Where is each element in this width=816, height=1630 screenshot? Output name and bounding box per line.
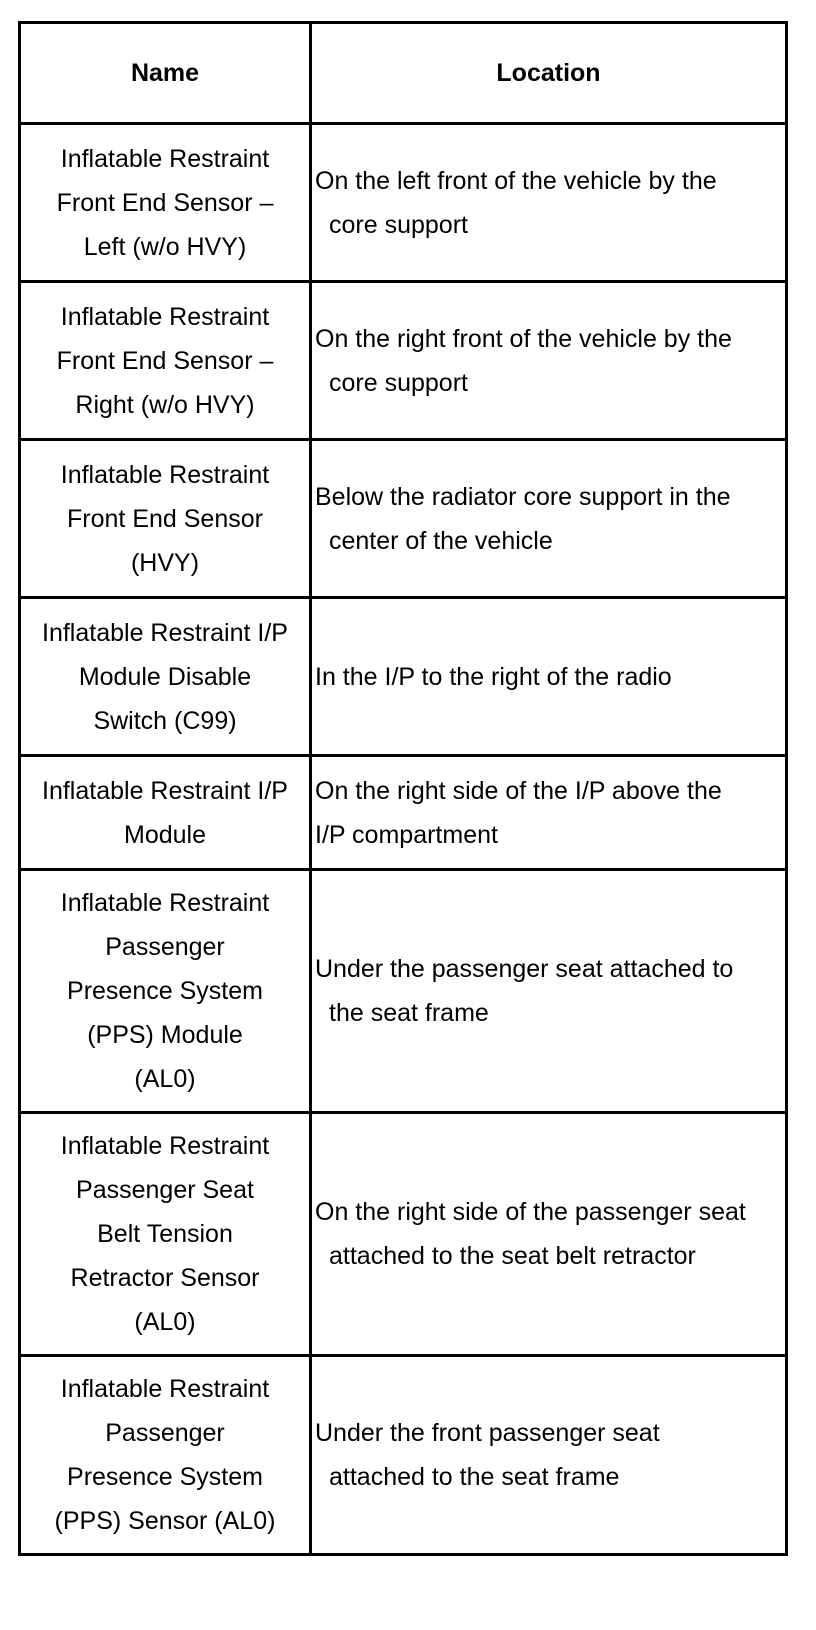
component-name: Inflatable Restraint Passenger Presence System (PPS) Sensor (AL0) <box>54 1375 276 1535</box>
name-cell <box>20 440 311 598</box>
table-row <box>20 440 787 598</box>
location-cell <box>311 124 787 282</box>
location-line-2: center of the vehicle <box>329 526 553 555</box>
location-cell <box>311 1113 787 1356</box>
table-row <box>20 870 787 1113</box>
component-name: Inflatable Restraint Front End Sensor – Left (w/o HVY) <box>56 144 274 261</box>
component-name: Inflatable Restraint Passenger Presence System (PPS) Module (AL0) <box>60 889 270 1093</box>
location-cell <box>311 440 787 598</box>
location-line-1: In the I/P to the right of the radio <box>315 662 672 691</box>
location-line-1: On the right front of the vehicle by the <box>315 324 732 353</box>
location-line-2: core support <box>329 210 468 239</box>
location-line-1: On the left front of the vehicle by the <box>315 166 717 195</box>
location-line-2: I/P compartment <box>315 820 498 849</box>
location-cell <box>311 1356 787 1555</box>
location-line-2: attached to the seat belt retractor <box>329 1242 696 1270</box>
location-cell <box>311 282 787 440</box>
header-row <box>20 23 787 124</box>
location-cell <box>311 870 787 1113</box>
location-line-2: the seat frame <box>329 999 489 1027</box>
name-cell <box>20 756 311 870</box>
table-row <box>20 756 787 870</box>
location-line-1: On the right side of the I/P above the <box>315 776 722 805</box>
location-line-1: Under the passenger seat attached to <box>315 955 734 983</box>
location-cell <box>311 756 787 870</box>
name-column-header: Name <box>20 23 311 124</box>
component-name: Inflatable Restraint I/P Module <box>42 776 288 849</box>
location-line-1: Under the front passenger seat <box>315 1419 660 1447</box>
table-row <box>20 282 787 440</box>
location-line-1: Below the radiator core support in the <box>315 482 731 511</box>
component-name: Inflatable Restraint Front End Sensor – Right (w/o HVY) <box>56 302 274 419</box>
component-name: Inflatable Restraint Front End Sensor (HVY) <box>60 460 270 577</box>
name-cell <box>20 1113 311 1356</box>
name-cell <box>20 1356 311 1555</box>
component-name: Inflatable Restraint I/P Module Disable Switch (C99) <box>42 618 288 735</box>
location-column-header: Location <box>311 23 787 124</box>
table-row <box>20 598 787 756</box>
location-line-2: attached to the seat frame <box>329 1463 620 1491</box>
table-row <box>20 1356 787 1555</box>
name-cell <box>20 124 311 282</box>
location-line-1: On the right side of the passenger seat <box>315 1198 746 1226</box>
location-cell <box>311 598 787 756</box>
name-cell <box>20 870 311 1113</box>
table-row <box>20 1113 787 1356</box>
location-line-2: core support <box>329 368 468 397</box>
name-cell <box>20 282 311 440</box>
component-name: Inflatable Restraint Passenger Seat Belt Tension Retractor Sensor (AL0) <box>60 1132 270 1336</box>
component-location-table <box>18 21 788 1556</box>
name-cell <box>20 598 311 756</box>
table-row <box>20 124 787 282</box>
